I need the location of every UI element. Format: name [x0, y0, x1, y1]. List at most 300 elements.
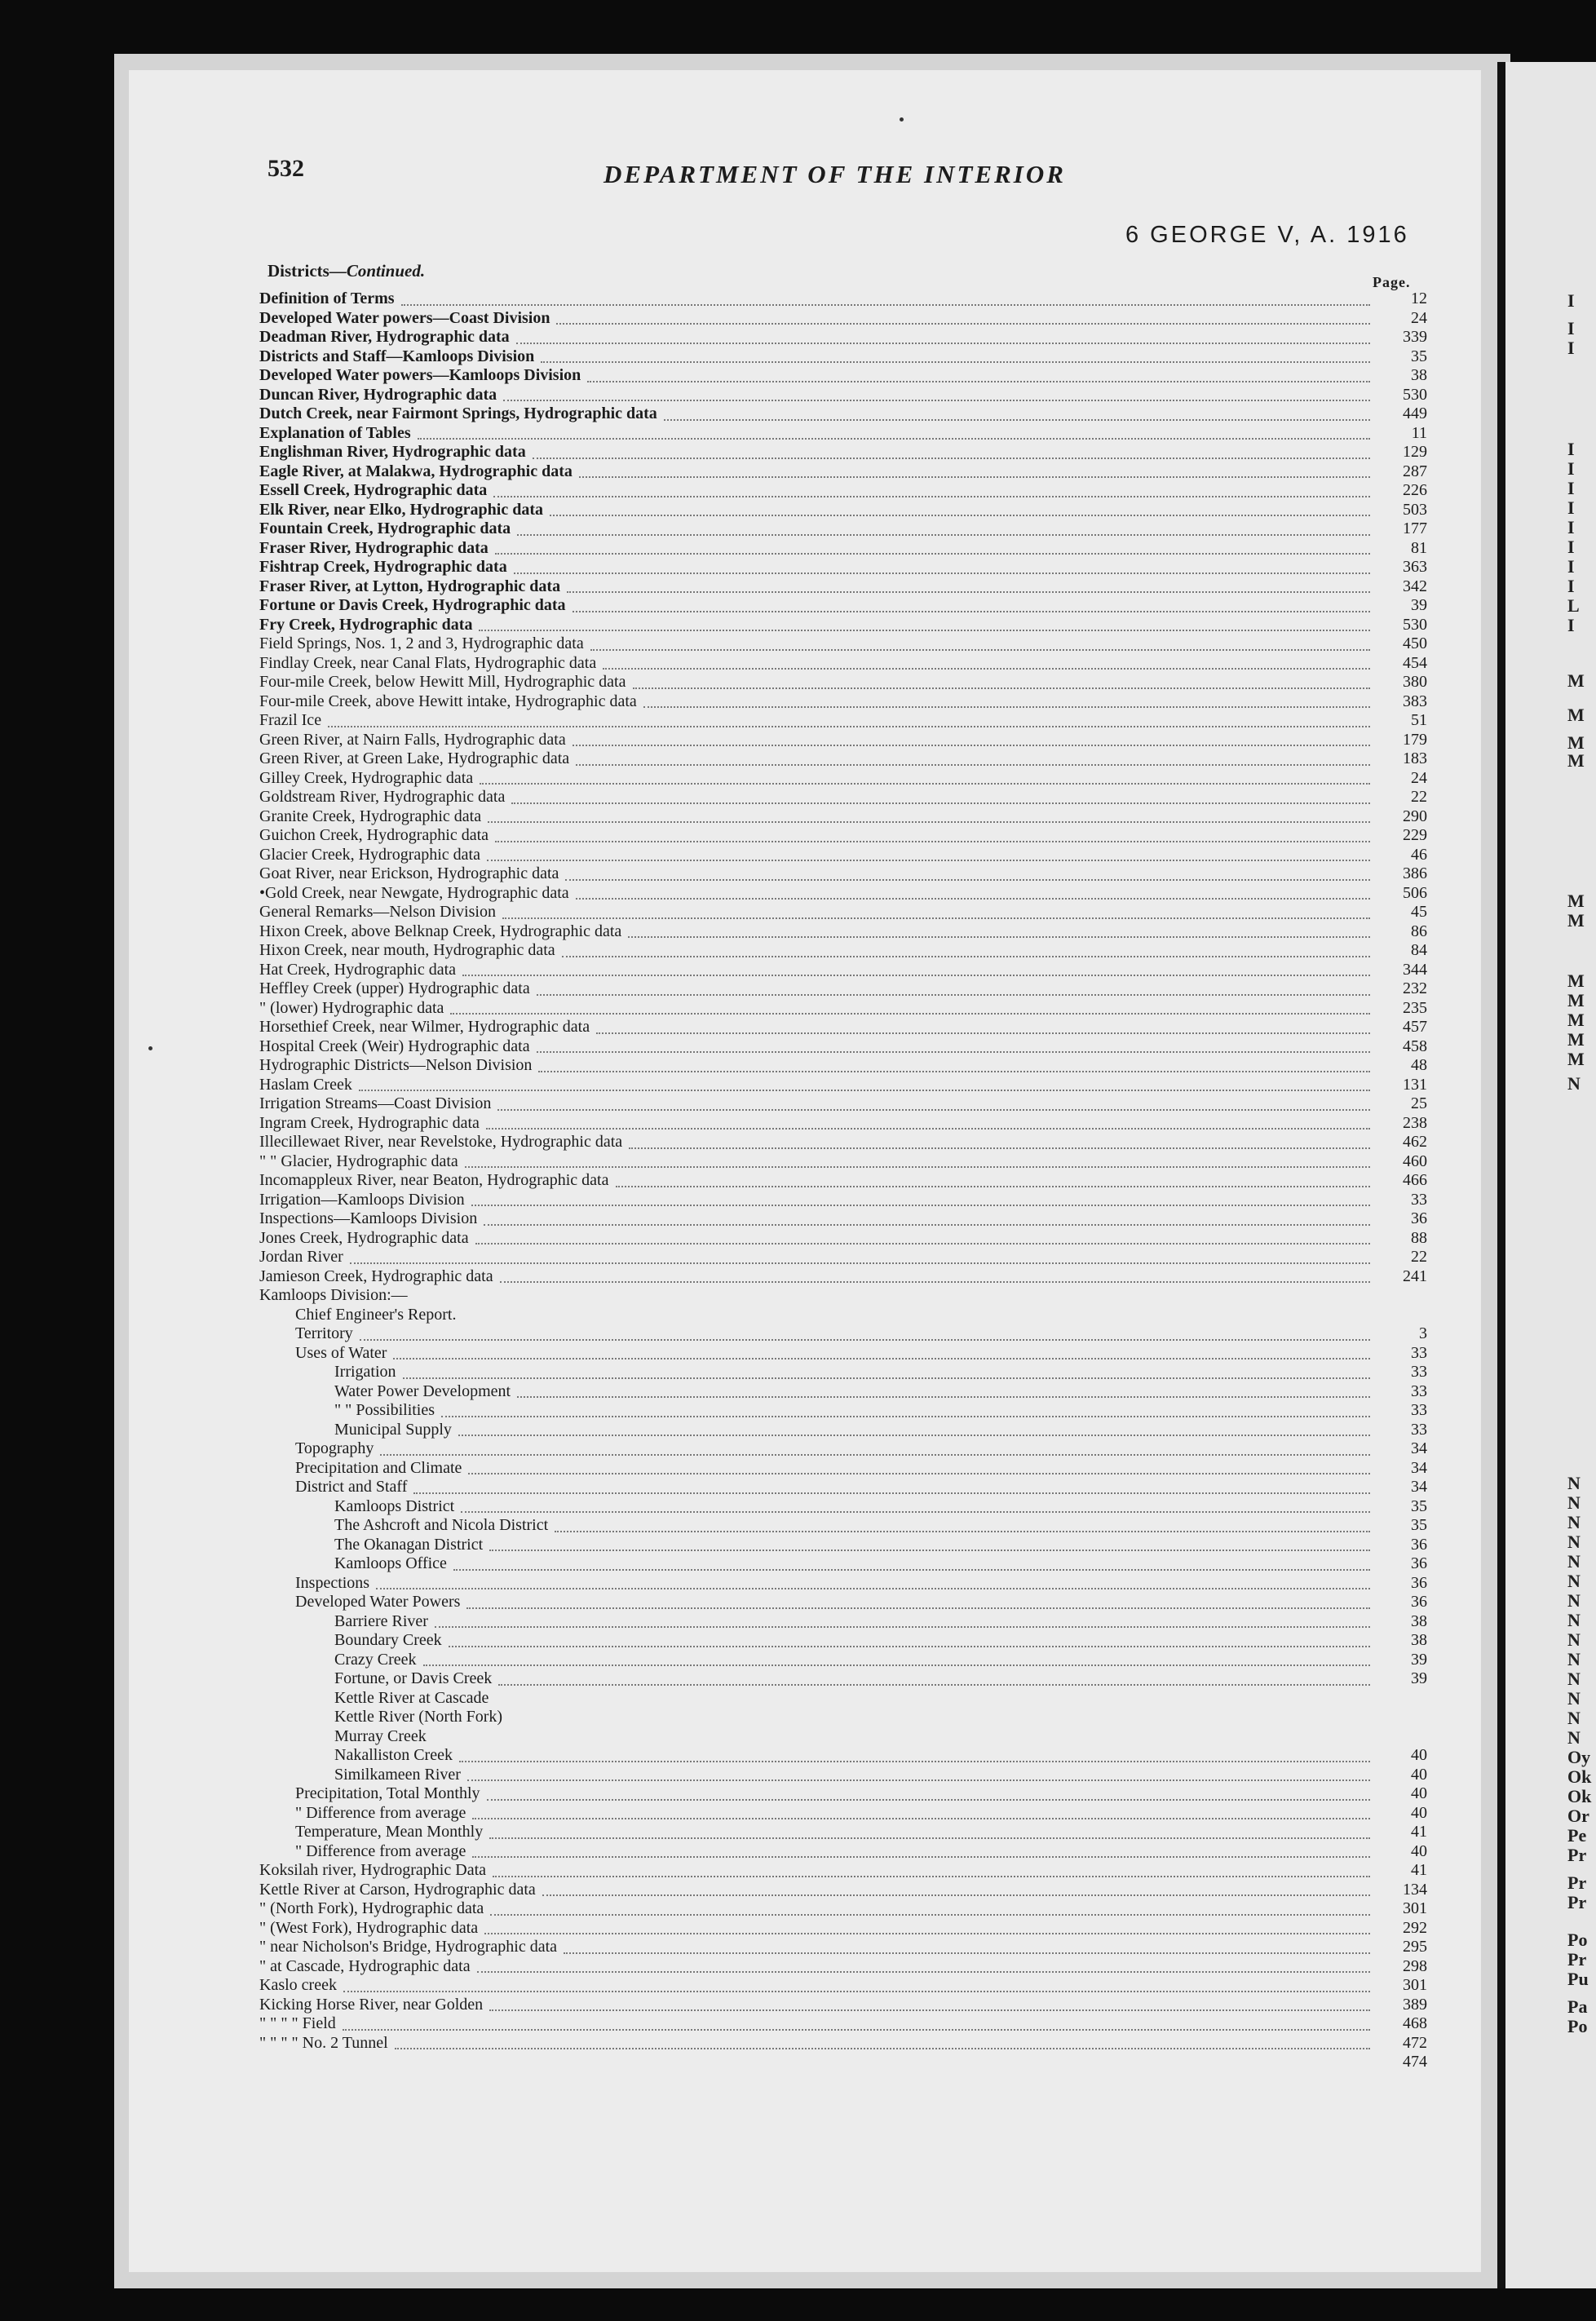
- index-entry-text: Heffley Creek (upper) Hydrographic data: [259, 979, 530, 997]
- index-entry-page: 12: [1411, 290, 1427, 307]
- index-entry-text: Jones Creek, Hydrographic data: [259, 1228, 469, 1247]
- continued-suffix: Continued.: [346, 261, 426, 281]
- index-entry-text: Four-mile Creek, above Hewitt intake, Hydrographic data: [259, 692, 637, 710]
- facing-page-edge-letter: Pr: [1567, 1872, 1587, 1893]
- index-entry-page: 24: [1411, 308, 1427, 327]
- index-entry-text: " (West Fork), Hydrographic data: [259, 1918, 479, 1937]
- index-entry-page: 129: [1403, 443, 1427, 461]
- index-entry-text: Chief Engineer's Report.: [295, 1305, 457, 1324]
- dot-leader: [418, 419, 1370, 440]
- dot-leader: [376, 1569, 1370, 1590]
- index-entry-page: 301: [1403, 1899, 1427, 1917]
- facing-page-edge-letter: Pr: [1567, 1845, 1587, 1865]
- index-entry-text: Murray Creek: [334, 1726, 427, 1745]
- facing-page-edge-letter: I: [1567, 458, 1575, 479]
- index-entry-page: 287: [1403, 462, 1427, 480]
- index-entry-text: Kamloops District: [334, 1496, 455, 1515]
- dot-leader: [633, 668, 1370, 689]
- index-entry-text: Kettle River at Cascade: [334, 1688, 489, 1707]
- facing-page-edge-letter: I: [1567, 517, 1575, 537]
- index-entry-page: 41: [1411, 1861, 1427, 1879]
- index-entry-page: 88: [1411, 1228, 1427, 1247]
- index-entry-text: Developed Water powers—Kamloops Division: [259, 366, 581, 384]
- index-entry-text: Fraser River, at Lytton, Hydrographic data: [259, 577, 561, 595]
- index-entry-page: 34: [1411, 1458, 1427, 1477]
- index-entry-text: Jamieson Creek, Hydrographic data: [259, 1267, 493, 1285]
- index-entry-page: 33: [1411, 1363, 1427, 1381]
- index-entries: [253, 290, 1427, 2072]
- index-entry-page: 35: [1411, 347, 1427, 365]
- index-entry-page: 36: [1411, 1593, 1427, 1611]
- index-entry-page: 40: [1411, 1784, 1427, 1802]
- dot-leader: [466, 1588, 1370, 1609]
- index-entry-page: 241: [1403, 1267, 1427, 1285]
- dot-leader: [664, 400, 1370, 421]
- dot-leader: [517, 1377, 1370, 1399]
- dot-leader: [459, 1741, 1370, 1762]
- index-entry-page: 450: [1403, 634, 1427, 652]
- index-entry-page: 33: [1411, 1382, 1427, 1400]
- index-entry-text: Ingram Creek, Hydrographic data: [259, 1113, 480, 1132]
- facing-page-edge-letter: N: [1567, 1532, 1581, 1552]
- facing-page-edge-letter: Ok: [1567, 1766, 1592, 1787]
- facing-page-edge-letter: Pu: [1567, 1969, 1589, 1989]
- index-entry-text: Kettle River at Carson, Hydrographic data: [259, 1880, 536, 1899]
- index-entry-text: Green River, at Green Lake, Hydrographic data: [259, 749, 570, 767]
- dot-leader: [462, 956, 1370, 977]
- index-entry-page: 389: [1403, 1995, 1427, 2014]
- index-entry-page: 40: [1411, 1841, 1427, 1860]
- index-entry-page: 472: [1403, 2033, 1427, 2052]
- dot-leader: [493, 476, 1370, 497]
- index-entry-page: 131: [1403, 1075, 1427, 1094]
- facing-page-edge-letter: N: [1567, 1551, 1581, 1572]
- index-entry-page: 33: [1411, 1343, 1427, 1362]
- dot-leader: [490, 1894, 1370, 1916]
- index-entry-page: 36: [1411, 1554, 1427, 1572]
- index-entry-text: Goat River, near Erickson, Hydrographic data: [259, 864, 559, 882]
- index-entry-page: 33: [1411, 1420, 1427, 1439]
- index-entry: [253, 2053, 1427, 2072]
- index-entry-text: Four-mile Creek, below Hewitt Mill, Hydrographic data: [259, 673, 626, 691]
- index-entry-text: Kamloops Division:—: [259, 1286, 408, 1304]
- index-entry-page: 25: [1411, 1094, 1427, 1112]
- index-entry-text: Crazy Creek: [334, 1650, 417, 1669]
- dot-leader: [603, 649, 1370, 670]
- index-entry-text: Developed Water powers—Coast Division: [259, 308, 550, 327]
- index-entry-page: 457: [1403, 1018, 1427, 1036]
- index-entry-text: Guichon Creek, Hydrographic data: [259, 826, 489, 844]
- index-entry-text: Goldstream River, Hydrographic data: [259, 788, 506, 806]
- dot-leader: [503, 381, 1370, 402]
- index-entry-page: 41: [1411, 1823, 1427, 1841]
- index-entry-page: 503: [1403, 500, 1427, 519]
- index-entry: [253, 2034, 1427, 2054]
- index-entry-page: 34: [1411, 1478, 1427, 1496]
- section-continued-label: [267, 261, 425, 281]
- index-entry-text: Similkameen River: [334, 1765, 461, 1784]
- index-entry-text: Green River, at Nairn Falls, Hydrographic data: [259, 730, 566, 749]
- dot-leader: [573, 726, 1370, 747]
- index-entry-page: 235: [1403, 998, 1427, 1017]
- index-entry-text: " Difference from average: [295, 1803, 466, 1822]
- index-entry-text: Topography: [295, 1439, 374, 1457]
- dot-leader: [541, 343, 1370, 364]
- index-entry-text: Kicking Horse River, near Golden: [259, 1995, 484, 2014]
- facing-page-edge-letter: M: [1567, 1049, 1585, 1069]
- dot-leader: [629, 1128, 1370, 1149]
- facing-page-edge-letter: I: [1567, 318, 1575, 338]
- dot-leader: [542, 1876, 1370, 1897]
- index-entry-text: Water Power Development: [334, 1382, 511, 1400]
- dot-leader: [489, 1531, 1370, 1552]
- facing-page-edge-letter: I: [1567, 497, 1575, 518]
- dot-leader: [487, 841, 1370, 862]
- dot-leader: [449, 1626, 1370, 1647]
- dot-leader: [495, 821, 1370, 842]
- index-entry-text: Incomappleux River, near Beaton, Hydrographic data: [259, 1171, 609, 1189]
- dot-leader: [500, 1262, 1370, 1284]
- dot-leader: [537, 1032, 1370, 1054]
- index-entry-page: 84: [1411, 941, 1427, 959]
- page-number: 532: [267, 155, 304, 182]
- index-entry-text: Kaslo creek: [259, 1976, 337, 1994]
- index-entry-page: 468: [1403, 2014, 1427, 2032]
- index-entry-text: Frazil Ice: [259, 711, 322, 729]
- index-entry-page: 39: [1411, 1669, 1427, 1687]
- index-entry-text: Englishman River, Hydrographic data: [259, 443, 526, 461]
- dot-leader: [471, 1186, 1370, 1207]
- index-entry-text: Inspections: [295, 1573, 370, 1592]
- index-entry-text: Hydrographic Districts—Nelson Division: [259, 1056, 533, 1074]
- index-entry-text: Irrigation—Kamloops Division: [259, 1190, 465, 1209]
- dot-leader: [514, 553, 1370, 574]
- dot-leader: [517, 515, 1370, 536]
- index-entry-text: Explanation of Tables: [259, 423, 411, 442]
- index-entry-page: 11: [1411, 423, 1427, 442]
- facing-page-edge-letter: M: [1567, 990, 1585, 1010]
- index-entry-page: 292: [1403, 1918, 1427, 1937]
- index-entry-text: Illecillewaet River, near Revelstoke, Hydrographic data: [259, 1133, 623, 1151]
- facing-page-edge-letter: M: [1567, 1010, 1585, 1030]
- index-entry-text: Irrigation Streams—Coast Division: [259, 1094, 492, 1112]
- facing-page-edge-letter: Or: [1567, 1806, 1589, 1826]
- index-entry-text: Essell Creek, Hydrographic data: [259, 481, 488, 499]
- dot-leader: [590, 630, 1370, 651]
- dot-leader: [550, 496, 1370, 517]
- dot-leader: [484, 1205, 1370, 1226]
- dot-leader: [413, 1473, 1370, 1494]
- dot-leader: [489, 1818, 1370, 1839]
- index-entry-text: Irrigation: [334, 1363, 396, 1381]
- facing-page-edge-letter: Ok: [1567, 1786, 1592, 1806]
- facing-page-edge-letter: N: [1567, 1688, 1581, 1709]
- index-entry-text: Eagle River, at Malakwa, Hydrographic data: [259, 462, 573, 480]
- continued-label: Districts—: [267, 261, 347, 281]
- index-entry-text: " Difference from average: [295, 1841, 466, 1860]
- dot-leader: [538, 1051, 1370, 1072]
- dot-leader: [484, 1914, 1370, 1935]
- index-entry-text: Jordan River: [259, 1248, 343, 1266]
- index-entry-text: •Gold Creek, near Newgate, Hydrographic data: [259, 883, 569, 902]
- dot-leader: [472, 1837, 1370, 1859]
- dot-leader: [423, 1646, 1370, 1667]
- index-entry-text: " (lower) Hydrographic data: [259, 998, 444, 1017]
- dot-leader: [565, 860, 1370, 881]
- dot-leader: [576, 879, 1370, 900]
- index-entry-text: The Okanagan District: [334, 1535, 484, 1554]
- dot-leader: [359, 1071, 1370, 1092]
- dot-leader: [587, 361, 1370, 382]
- index-entry-page: 179: [1403, 730, 1427, 749]
- session-line: 6 GEORGE V, A. 1916: [1125, 222, 1409, 248]
- dot-leader: [401, 285, 1370, 306]
- index-entry-page: 474: [1403, 2053, 1427, 2071]
- index-entry-text: Fraser River, Hydrographic data: [259, 538, 489, 557]
- dot-leader: [628, 917, 1370, 939]
- dot-leader: [498, 1664, 1370, 1686]
- facing-page-edge-letter: I: [1567, 615, 1575, 635]
- index-entry-text: Hixon Creek, near mouth, Hydrographic data: [259, 941, 555, 959]
- index-entry-page: 134: [1403, 1880, 1427, 1899]
- dot-leader: [465, 1147, 1370, 1169]
- index-entry-text: Horsethief Creek, near Wilmer, Hydrographic data: [259, 1018, 590, 1036]
- facing-page-edge-letter: N: [1567, 1571, 1581, 1591]
- index-entry-page: 35: [1411, 1496, 1427, 1515]
- dot-leader: [395, 2029, 1370, 2050]
- index-entry-text: Findlay Creek, near Canal Flats, Hydrographic data: [259, 653, 597, 672]
- facing-page-edge-letter: M: [1567, 670, 1585, 691]
- index-entry-page: 342: [1403, 577, 1427, 595]
- index-entry-text: Definition of Terms: [259, 290, 395, 307]
- index-entry-text: Developed Water Powers: [295, 1593, 461, 1611]
- index-entry-page: 34: [1411, 1439, 1427, 1457]
- index-entry-page: 238: [1403, 1113, 1427, 1132]
- dot-leader: [533, 438, 1370, 459]
- dot-leader: [477, 1952, 1370, 1974]
- dot-leader: [468, 1454, 1370, 1475]
- index-entry-page: 81: [1411, 538, 1427, 557]
- dot-leader: [343, 1971, 1370, 1992]
- dot-leader: [567, 573, 1370, 594]
- index-entry-text: Boundary Creek: [334, 1631, 442, 1649]
- facing-page-edge-letter: M: [1567, 750, 1585, 771]
- index-entry-page: 290: [1403, 807, 1427, 825]
- facing-page-edge-letter: Pr: [1567, 1892, 1587, 1912]
- facing-page-edge-letter: N: [1567, 1629, 1581, 1650]
- index-entry: [253, 1286, 1427, 1306]
- index-entry: [253, 1267, 1427, 1287]
- index-entry-text: Fry Creek, Hydrographic data: [259, 615, 473, 634]
- facing-page-edge-letter: Oy: [1567, 1747, 1591, 1767]
- index-entry-text: Barriere River: [334, 1611, 428, 1630]
- dot-leader: [441, 1396, 1370, 1417]
- facing-page-edge-letter: N: [1567, 1708, 1581, 1728]
- dot-leader: [487, 1779, 1370, 1801]
- dot-leader: [403, 1358, 1370, 1379]
- index-entry-text: Duncan River, Hydrographic data: [259, 385, 497, 404]
- index-entry-page: 46: [1411, 845, 1427, 864]
- index-entry-page: 454: [1403, 653, 1427, 672]
- dot-leader: [450, 994, 1370, 1015]
- facing-page-edge-letter: M: [1567, 732, 1585, 753]
- facing-page-edge-letter: I: [1567, 537, 1575, 557]
- index-entry-text: Uses of Water: [295, 1343, 387, 1362]
- dot-leader: [475, 1224, 1370, 1245]
- running-head: DEPARTMENT OF THE INTERIOR: [603, 160, 1066, 188]
- dot-leader: [480, 764, 1370, 785]
- facing-page-edge-letter: L: [1567, 595, 1580, 616]
- facing-page-edge-letter: N: [1567, 1473, 1581, 1493]
- index-entry-text: Deadman River, Hydrographic data: [259, 328, 510, 346]
- dot-leader: [458, 1416, 1370, 1437]
- index-entry-page: 339: [1403, 328, 1427, 346]
- index-entry-page: 460: [1403, 1152, 1427, 1170]
- dot-leader: [467, 1761, 1370, 1782]
- index-entry: [253, 1708, 1427, 1727]
- index-entry-text: Hixon Creek, above Belknap Creek, Hydrographic data: [259, 922, 622, 940]
- index-entry-page: 226: [1403, 481, 1427, 499]
- dot-leader: [489, 1991, 1370, 2012]
- dot-leader: [643, 687, 1370, 709]
- dot-leader: [576, 745, 1370, 766]
- dot-leader: [555, 1511, 1370, 1532]
- index-entry-page: 386: [1403, 864, 1427, 882]
- index-entry-page: 39: [1411, 596, 1427, 614]
- facing-page-edge-letter: Pa: [1567, 1996, 1588, 2017]
- dot-leader: [495, 534, 1370, 555]
- index-entry-text: Fortune, or Davis Creek: [334, 1669, 493, 1687]
- index-entry-text: Granite Creek, Hydrographic data: [259, 807, 482, 825]
- index-entry-text: " " Possibilities: [334, 1401, 435, 1419]
- facing-page-edge-letter: I: [1567, 576, 1575, 596]
- dot-leader: [380, 1435, 1370, 1456]
- facing-page-edge-letter: I: [1567, 478, 1575, 498]
- dot-leader: [564, 1933, 1370, 1954]
- facing-page-edge-letter: M: [1567, 910, 1585, 931]
- dot-leader: [343, 2009, 1370, 2031]
- index-entry-page: 458: [1403, 1037, 1427, 1055]
- dot-leader: [461, 1492, 1370, 1514]
- index-entry-page: 36: [1411, 1209, 1427, 1227]
- index-entry-page: 530: [1403, 385, 1427, 404]
- index-entry-text: " at Cascade, Hydrographic data: [259, 1956, 471, 1975]
- dot-leader: [573, 591, 1370, 612]
- dot-leader: [516, 323, 1370, 344]
- facing-page-edge-letter: N: [1567, 1610, 1581, 1630]
- index-entry-page: 530: [1403, 615, 1427, 634]
- index-entry-text: Koksilah river, Hydrographic Data: [259, 1861, 486, 1879]
- facing-page-edge-letter: N: [1567, 1669, 1581, 1689]
- index-entry-text: " " Glacier, Hydrographic data: [259, 1152, 458, 1170]
- dot-leader: [479, 611, 1370, 632]
- dot-leader: [435, 1607, 1370, 1629]
- dot-leader: [393, 1339, 1370, 1360]
- index-entry-page: 295: [1403, 1938, 1427, 1956]
- facing-page-edge-letter: M: [1567, 705, 1585, 725]
- index-entry-page: 177: [1403, 519, 1427, 537]
- facing-page-edge-letter: I: [1567, 290, 1575, 311]
- facing-page-edge-letter: N: [1567, 1512, 1581, 1532]
- index-entry-text: Glacier Creek, Hydrographic data: [259, 845, 480, 864]
- index-entry-text: Dutch Creek, near Fairmont Springs, Hydrographic data: [259, 405, 657, 422]
- index-entry-page: 363: [1403, 558, 1427, 576]
- facing-page-edge-letter: Pe: [1567, 1825, 1587, 1846]
- index-entry-text: General Remarks—Nelson Division: [259, 903, 496, 921]
- index-entry-page: 86: [1411, 922, 1427, 940]
- index-entry-page: 35: [1411, 1516, 1427, 1534]
- index-entry-text: Fountain Creek, Hydrographic data: [259, 519, 511, 537]
- index-entry-page: 3: [1419, 1324, 1427, 1342]
- index-entry-text: District and Staff: [295, 1478, 408, 1496]
- index-entry-text: Territory: [295, 1324, 353, 1342]
- index-entry-page: 51: [1411, 711, 1427, 729]
- index-entry-page: 40: [1411, 1765, 1427, 1784]
- index-entry-text: Districts and Staff—Kamloops Division: [259, 347, 535, 365]
- index-entry-page: 383: [1403, 692, 1427, 710]
- index-entry-text: " near Nicholson's Bridge, Hydrographic data: [259, 1938, 557, 1956]
- index-entry-text: Kamloops Office: [334, 1554, 447, 1572]
- dot-leader: [328, 706, 1370, 727]
- index-entry-page: 33: [1411, 1401, 1427, 1419]
- index-entry-page: 33: [1411, 1190, 1427, 1209]
- dot-leader: [537, 975, 1370, 996]
- index-entry-text: " (North Fork), Hydrographic data: [259, 1899, 484, 1917]
- dot-leader: [472, 1799, 1370, 1820]
- dot-leader: [453, 1550, 1370, 1571]
- index-entry-page: 36: [1411, 1535, 1427, 1554]
- dot-leader: [616, 1166, 1370, 1187]
- facing-page-edge-letter: N: [1567, 1590, 1581, 1611]
- index-entry-text: Precipitation, Total Monthly: [295, 1784, 480, 1802]
- index-entry-text: Hat Creek, Hydrographic data: [259, 960, 457, 979]
- index-entry-page: 39: [1411, 1650, 1427, 1669]
- index-entry-page: 40: [1411, 1746, 1427, 1764]
- index-entry-text: Kettle River (North Fork): [334, 1708, 503, 1726]
- dot-leader: [488, 802, 1370, 824]
- index-entry-text: Elk River, near Elko, Hydrographic data: [259, 500, 544, 519]
- index-entry-page: 449: [1403, 405, 1427, 422]
- index-entry-page: 22: [1411, 1248, 1427, 1266]
- dot-leader: [502, 898, 1370, 919]
- dot-leader: [579, 458, 1370, 479]
- index-entry-page: 183: [1403, 749, 1427, 767]
- index-entry-page: 40: [1411, 1803, 1427, 1822]
- index-entry-page: 298: [1403, 1956, 1427, 1975]
- facing-page-edge-letter: I: [1567, 338, 1575, 358]
- index-entry-page: 344: [1403, 960, 1427, 979]
- index-entry-text: " " " " Field: [259, 2014, 336, 2032]
- dot-leader: [350, 1243, 1370, 1264]
- index-entry-text: Municipal Supply: [334, 1420, 452, 1439]
- facing-page-edge-letter: Po: [1567, 1930, 1588, 1950]
- index-entry-text: Haslam Creek: [259, 1075, 352, 1094]
- page-column-heading: Page.: [1373, 274, 1411, 290]
- dot-leader: [493, 1856, 1370, 1877]
- index-entry-page: 462: [1403, 1133, 1427, 1151]
- index-entry-text: " " " " No. 2 Tunnel: [259, 2033, 388, 2052]
- dot-leader: [360, 1320, 1370, 1341]
- scan-speck: [148, 1046, 153, 1050]
- dot-leader: [556, 304, 1370, 325]
- index-entry-text: Gilley Creek, Hydrographic data: [259, 768, 474, 787]
- index-entry: [253, 1669, 1427, 1689]
- index-entry-text: Fortune or Davis Creek, Hydrographic data: [259, 596, 566, 614]
- index-entry-page: 38: [1411, 366, 1427, 384]
- index-entry-text: Temperature, Mean Monthly: [295, 1823, 484, 1841]
- index-entry-text: Field Springs, Nos. 1, 2 and 3, Hydrographic data: [259, 634, 584, 652]
- index-entry-page: 24: [1411, 768, 1427, 787]
